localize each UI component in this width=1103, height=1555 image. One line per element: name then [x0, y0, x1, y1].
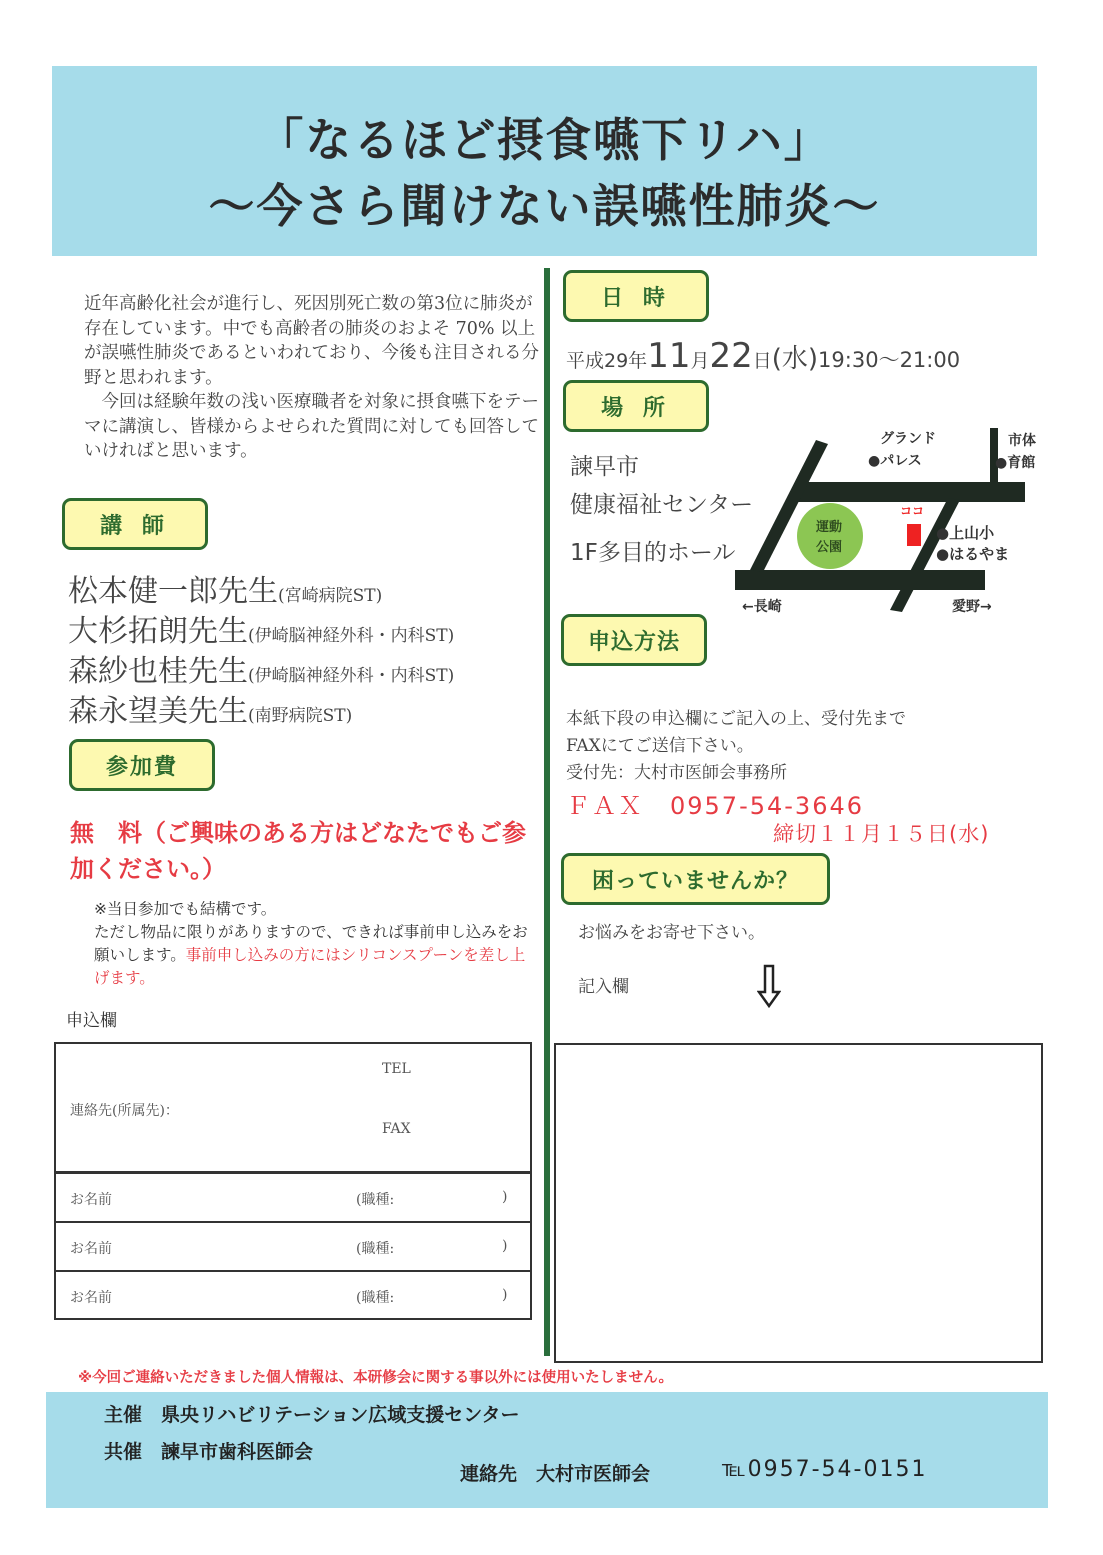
- job-label: (職種:: [356, 1290, 395, 1306]
- apply-line-2: FAXにてご送信下さい。: [566, 736, 754, 756]
- name-label: お名前: [70, 1290, 112, 1306]
- landmark-grand-palace: グランド: [880, 431, 936, 447]
- month-unit: 月: [690, 350, 710, 372]
- footer-banner: [46, 1392, 1048, 1508]
- day: 22: [709, 336, 753, 376]
- day-unit: 日: [752, 350, 772, 372]
- month: 11: [647, 336, 691, 376]
- section-label-worry: 困っていませんか？: [561, 853, 830, 905]
- form-title: 申込欄: [66, 1011, 117, 1031]
- landmark-park-2: 公園: [816, 540, 843, 555]
- time-range: 19:30～21:00: [818, 348, 961, 372]
- name-row[interactable]: [56, 1272, 530, 1321]
- direction-nagasaki: ←長崎: [742, 599, 782, 615]
- column-divider: [544, 268, 550, 1356]
- lecturer-name: 松本健一郎先生: [68, 574, 278, 609]
- section-label-venue: 場 所: [563, 380, 709, 432]
- venue-text: [570, 448, 753, 572]
- contact-row[interactable]: [56, 1044, 530, 1174]
- lecturer-name: 森永望美先生: [68, 694, 248, 729]
- landmark-haruyama: ●はるやま: [936, 545, 1010, 563]
- host: 主催 県央リハビリテーション広域支援センター: [104, 1404, 520, 1426]
- contact-tel: ℡0957-54-0151: [722, 1457, 928, 1482]
- event-datetime: [566, 336, 960, 376]
- intro-paragraph-2: 今回は経験年数の浅い医療職者を対象に摂食嚥下をテーマに講演し、皆様からよせられた質問に対しても回答していければと思います。: [84, 392, 539, 461]
- application-form: [54, 1042, 532, 1320]
- fee-text: 無 料（ご興味のある方はどなたでもご参加ください。）: [70, 819, 526, 883]
- deadline: 締切１１月１５日(水): [773, 822, 990, 846]
- fee-note-2: ただし物品に限りがありますので、できれば事前申し込みをお願いします。: [94, 923, 528, 964]
- contact-label: 連絡先 大村市医師会: [460, 1463, 651, 1485]
- landmark-school: ●上山小: [936, 524, 995, 542]
- access-map: [730, 420, 1060, 620]
- fee-notes: [94, 898, 534, 990]
- name-row[interactable]: [56, 1174, 530, 1223]
- lecturer-affiliation: (伊崎脳神経外科・内科ST): [248, 666, 455, 686]
- fee-note-red: 事前申し込みの方にはシリコンスプーンを差し上げます。: [94, 946, 526, 987]
- down-arrow-icon: [757, 964, 781, 1008]
- name-label: お名前: [70, 1241, 112, 1257]
- lecturer-item: [68, 612, 543, 652]
- section-label-lecturers: 講 師: [62, 498, 208, 550]
- lecturer-list: [68, 572, 543, 732]
- fax-number: ＦＡＸ 0957-54-3646: [566, 792, 865, 820]
- tel-label: TEL: [382, 1061, 411, 1077]
- landmark-grand-palace-2: ●パレス: [868, 453, 922, 469]
- venue-room: 1F多目的ホール: [570, 540, 736, 566]
- intro-text: [84, 292, 544, 464]
- era-year: 平成29年: [566, 350, 648, 372]
- lecturer-item: [68, 572, 543, 612]
- entry-field-label: 記入欄: [578, 977, 629, 997]
- name-row[interactable]: [56, 1223, 530, 1272]
- section-label-apply: 申込方法: [561, 614, 707, 666]
- lecturer-affiliation: (伊崎脳神経外科・内科ST): [248, 626, 455, 646]
- job-close: ): [502, 1287, 508, 1303]
- title-banner: [52, 66, 1037, 256]
- job-label: (職種:: [356, 1241, 395, 1257]
- here-marker: ココ: [900, 504, 925, 518]
- contact-label: 連絡先(所属先)：: [70, 1103, 179, 1119]
- apply-line-1: 本紙下段の申込欄にご記入の上、受付先まで: [566, 709, 906, 729]
- section-label-fee: 参加費: [69, 739, 215, 791]
- landmark-gym: 市体: [1008, 433, 1036, 449]
- job-close: ): [502, 1238, 508, 1254]
- landmark-park: 運動: [816, 520, 843, 535]
- direction-aino: 愛野→: [952, 599, 992, 615]
- section-label-datetime: 日 時: [563, 270, 709, 322]
- lecturer-item: [68, 692, 543, 732]
- job-label: (職種:: [356, 1192, 395, 1208]
- worry-text: お悩みをお寄せ下さい。: [578, 923, 765, 943]
- worry-entry-box[interactable]: [554, 1043, 1043, 1363]
- apply-instructions: [566, 706, 1046, 787]
- intro-paragraph-1: 近年高齢化社会が進行し、死因別死亡数の第3位に肺炎が存在しています。中でも高齢者の肺炎のおよそ 70% 以上が誤嚥性肺炎であるといわれており、今後も注目される分野と思われます。: [84, 294, 539, 388]
- job-close: ): [502, 1189, 508, 1205]
- apply-line-3: 受付先：大村市医師会事務所: [566, 763, 787, 783]
- lecturer-name: 大杉拓朗先生: [68, 614, 248, 649]
- venue-city: 諫早市: [570, 454, 639, 480]
- title-line-2: ～今さら聞けない誤嚥性肺炎～: [208, 179, 881, 233]
- venue-building: 健康福祉センター: [570, 492, 754, 518]
- landmark-gym-2: ●育館: [995, 455, 1036, 471]
- lecturer-name: 森紗也桂先生: [68, 654, 248, 689]
- lecturer-affiliation: (宮崎病院ST): [278, 586, 383, 606]
- weekday: (水): [771, 344, 819, 374]
- name-label: お名前: [70, 1192, 112, 1208]
- fee-note-1: ※当日参加でも結構です。: [94, 900, 277, 918]
- privacy-note: ※今回ご連絡いただきました個人情報は、本研修会に関する事以外には使用いたしません。: [78, 1370, 673, 1386]
- lecturer-affiliation: (南野病院ST): [248, 706, 353, 726]
- fax-label: FAX: [382, 1121, 411, 1137]
- cohost: 共催 諫早市歯科医師会: [104, 1441, 314, 1463]
- title-line-1: 「なるほど摂食嚥下リハ」: [257, 113, 832, 167]
- lecturer-item: [68, 652, 543, 692]
